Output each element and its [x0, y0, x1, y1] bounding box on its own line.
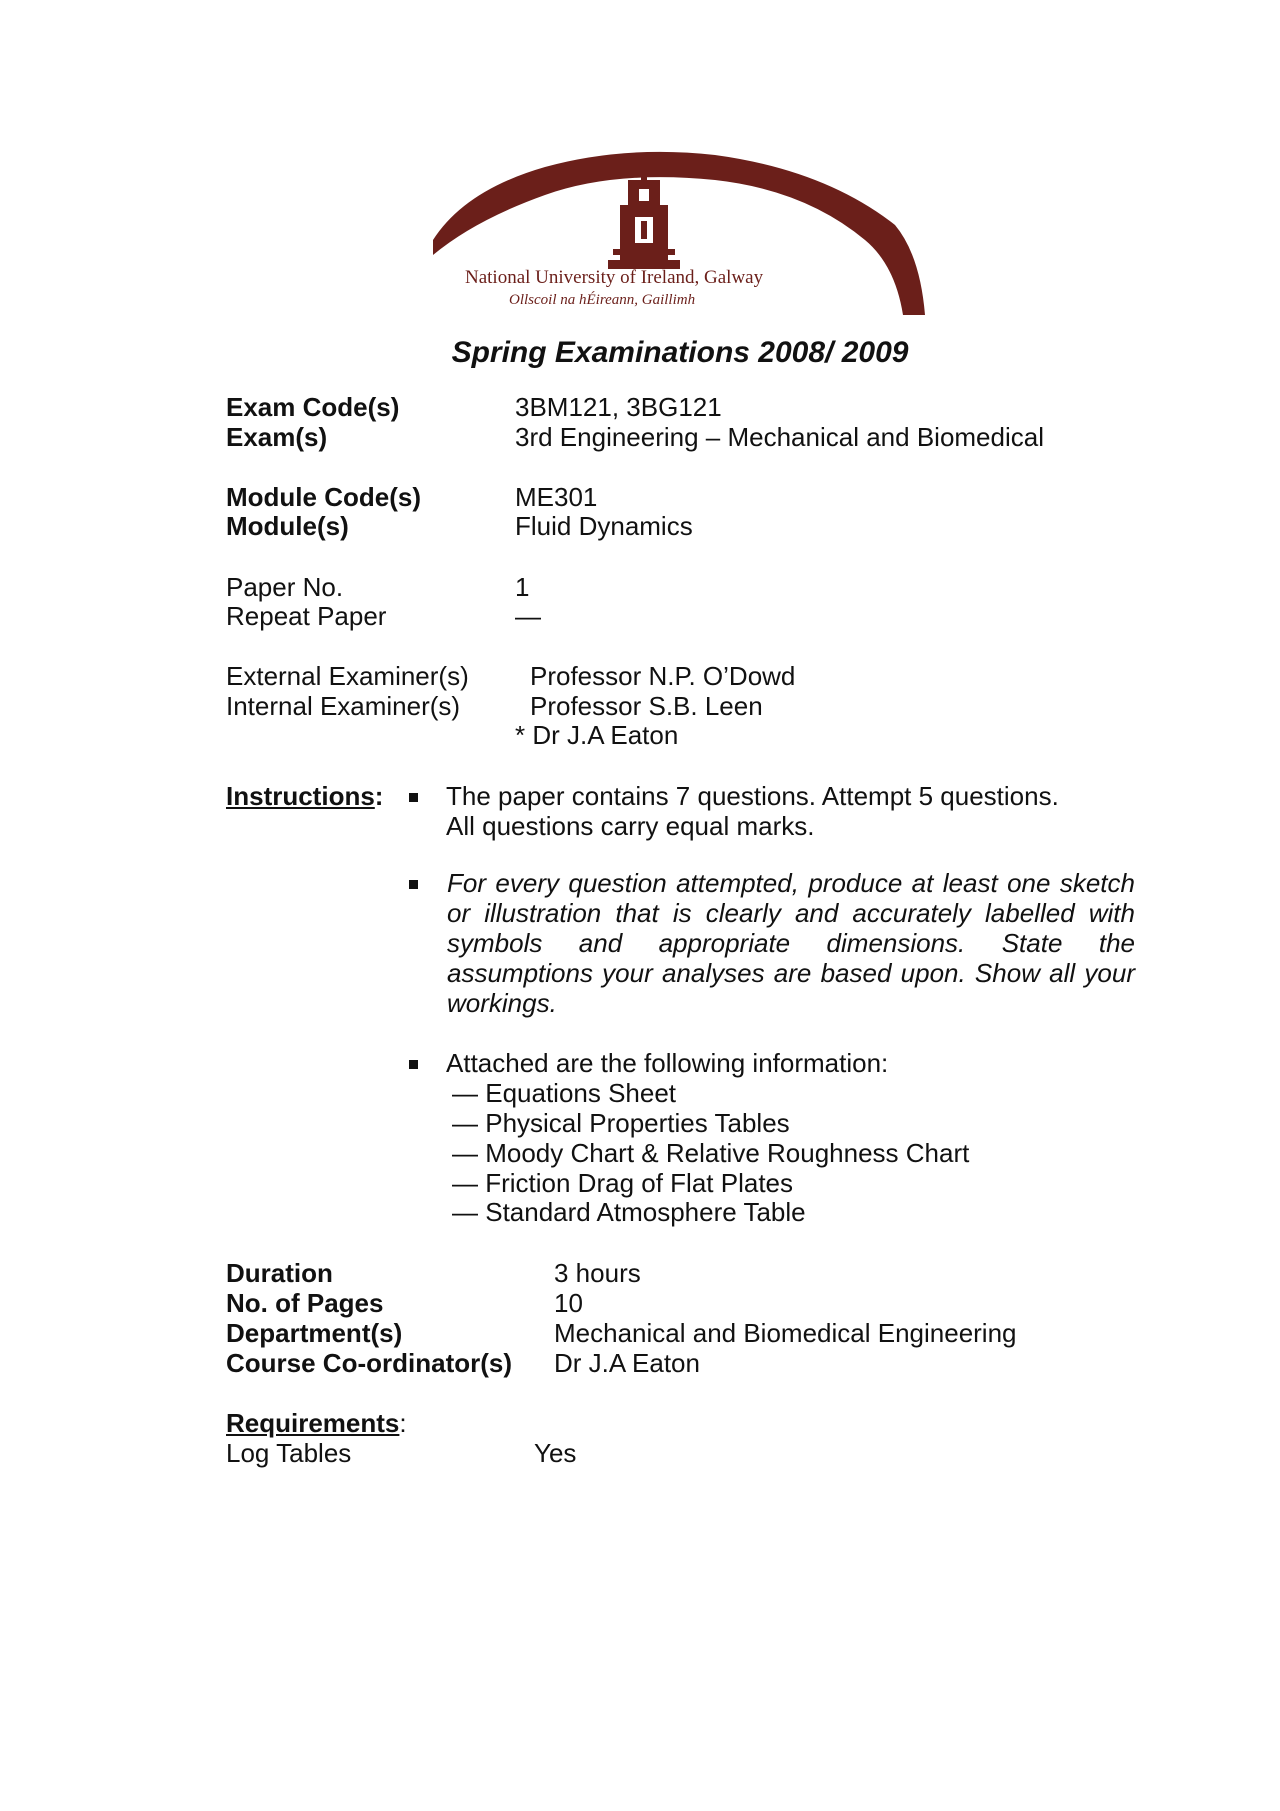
paper-no-value: 1 — [515, 572, 530, 602]
logo-name-en: National University of Ireland, Galway — [465, 267, 764, 288]
internal-examiner-label: Internal Examiner(s) — [226, 691, 461, 721]
module-name-label: Module(s) — [226, 511, 349, 541]
bullet-3-mark — [409, 1060, 418, 1069]
exam-code-label: Exam Code(s) — [226, 392, 400, 422]
duration-label: Duration — [226, 1258, 333, 1288]
repeat-paper-value: — — [515, 601, 541, 631]
attachment-item: — Equations Sheet — [452, 1078, 677, 1108]
exam-code-value: 3BM121, 3BG121 — [515, 392, 722, 422]
internal-examiner-value-1: Professor S.B. Leen — [530, 691, 763, 721]
instructions-colon: : — [374, 781, 384, 811]
bullet-1-line-1: The paper contains 7 questions. Attempt 5 questions. — [446, 781, 1059, 811]
requirements-label: Requirements — [226, 1408, 400, 1438]
exam-name-value: 3rd Engineering – Mechanical and Biomedical — [515, 422, 1044, 452]
attachment-item: — Friction Drag of Flat Plates — [452, 1168, 793, 1198]
module-name-value: Fluid Dynamics — [515, 511, 693, 541]
instructions-heading — [226, 781, 383, 811]
internal-examiner-value-2: * Dr J.A Eaton — [515, 720, 679, 750]
paper-no-label: Paper No. — [226, 572, 344, 602]
bullet-3-intro: Attached are the following information: — [446, 1048, 889, 1078]
bullet-2-text: For every question attempted, produce at least one sketch or illustration that is clearly and accurately labelled with symbols and appropriate dimensions. State the assumptions your analyses are based upon. Show all your workings. — [447, 868, 1135, 1018]
external-examiner-label: External Examiner(s) — [226, 661, 469, 691]
instructions-label: Instructions — [226, 781, 375, 811]
module-code-label: Module Code(s) — [226, 482, 421, 512]
page-title: Spring Examinations 2008/ 2009 — [451, 336, 909, 369]
pages-label: No. of Pages — [226, 1288, 384, 1318]
bullet-1-line-2: All questions carry equal marks. — [446, 811, 815, 841]
module-code-value: ME301 — [515, 482, 598, 512]
repeat-paper-label: Repeat Paper — [226, 601, 387, 631]
logo-name-ga: Ollscoil na hÉireann, Gaillimh — [509, 292, 696, 308]
attachment-item: — Standard Atmosphere Table — [452, 1197, 806, 1227]
log-tables-value: Yes — [534, 1438, 577, 1468]
coordinator-value: Dr J.A Eaton — [554, 1348, 700, 1378]
department-label: Department(s) — [226, 1318, 403, 1348]
department-value: Mechanical and Biomedical Engineering — [554, 1318, 1017, 1348]
external-examiner-value: Professor N.P. O’Dowd — [530, 661, 796, 691]
coordinator-label: Course Co-ordinator(s) — [226, 1348, 512, 1378]
attachment-item: — Moody Chart & Relative Roughness Chart — [452, 1138, 970, 1168]
requirements-colon: : — [399, 1408, 407, 1438]
university-logo — [425, 145, 925, 315]
bullet-1-mark — [409, 793, 418, 802]
duration-value: 3 hours — [554, 1258, 641, 1288]
attachment-item: — Physical Properties Tables — [452, 1108, 790, 1138]
exam-name-label: Exam(s) — [226, 422, 328, 452]
log-tables-label: Log Tables — [226, 1438, 352, 1468]
pages-value: 10 — [554, 1288, 583, 1318]
bullet-2-mark — [409, 880, 418, 889]
requirements-heading — [226, 1408, 407, 1438]
